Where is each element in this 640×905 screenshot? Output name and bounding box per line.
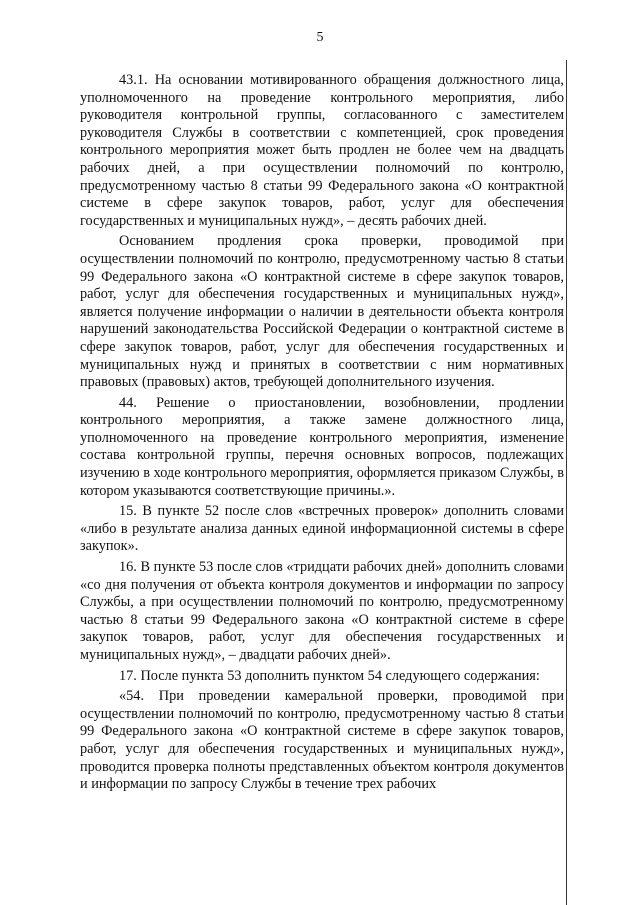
page-edge-line xyxy=(566,60,567,905)
paragraph-54: «54. При проведении камеральной проверки, проводимой при осуществлении полномочий по контролю, предусмотренному частью 8 статьи 99 Федерального закона «О контрактной системе в сфере закупок товаров, работ, услуг для обеспечения государственных и муниципальных нужд», проводится проверка полноты представленных объектом контроля документов и информации по запросу Службы в течение трех рабочих xyxy=(80,688,564,793)
paragraph-16: 16. В пункте 53 после слов «тридцати рабочих дней» дополнить словами «со дня получения от объекта контроля документов и информации по запросу Службы, а при осуществлении полномочий по контролю, предусмотренному частью 8 статьи 99 Федерального закона «О контрактной системе в сфере закупок товаров, работ, услуг для обеспечения государственных и муниципальных нужд», – двадцати рабочих дней». xyxy=(80,559,564,663)
page-number: 5 xyxy=(316,30,324,45)
paragraph-15: 15. В пункте 52 после слов «встречных проверок» дополнить словами «либо в результате анализа данных единой информационной системы в сфере закупок». xyxy=(80,503,564,555)
document-body xyxy=(80,72,564,797)
paragraph-extension-basis: Основанием продления срока проверки, проводимой при осуществлении полномочий по контролю, предусмотренному частью 8 статьи 99 Федерального закона «О контрактной системе в сфере закупок товаров, работ, услуг для обеспечения государственных и муниципальных нужд», является получение информации о наличии в деятельности объекта контроля нарушений законодательства Российской Федерации о контрактной системе в сфере закупок товаров, работ, услуг для обеспечения государственных и муниципальных нужд и принятых в соответствии с ним нормативных правовых (правовых) актов, требующей дополнительного изучения. xyxy=(80,233,564,391)
paragraph-43-1: 43.1. На основании мотивированного обращения должностного лица, уполномоченного на проведение контрольного мероприятия, либо руководителя контрольной группы, согласованного с заместителем руководителя Службы в соответствии с компетенцией, срок проведения контрольного мероприятия может быть продлен не более чем на двадцать рабочих дней, а при осуществлении полномочий по контролю, предусмотренному частью 8 статьи 99 Федерального закона «О контрактной системе в сфере закупок товаров, работ, услуг для обеспечения государственных и муниципальных нужд», – десять рабочих дней. xyxy=(80,72,564,229)
paragraph-17: 17. После пункта 53 дополнить пунктом 54 следующего содержания: xyxy=(119,667,540,684)
paragraph-44: 44. Решение о приостановлении, возобновлении, продлении контрольного мероприятия, а также замене должностного лица, уполномоченного на проведение контрольного мероприятия, изменение состава контрольной группы, перечня основных вопросов, подлежащих изучению в ходе контрольного мероприятия, оформляется приказом Службы, в котором указываются соответствующие причины.». xyxy=(80,394,564,499)
